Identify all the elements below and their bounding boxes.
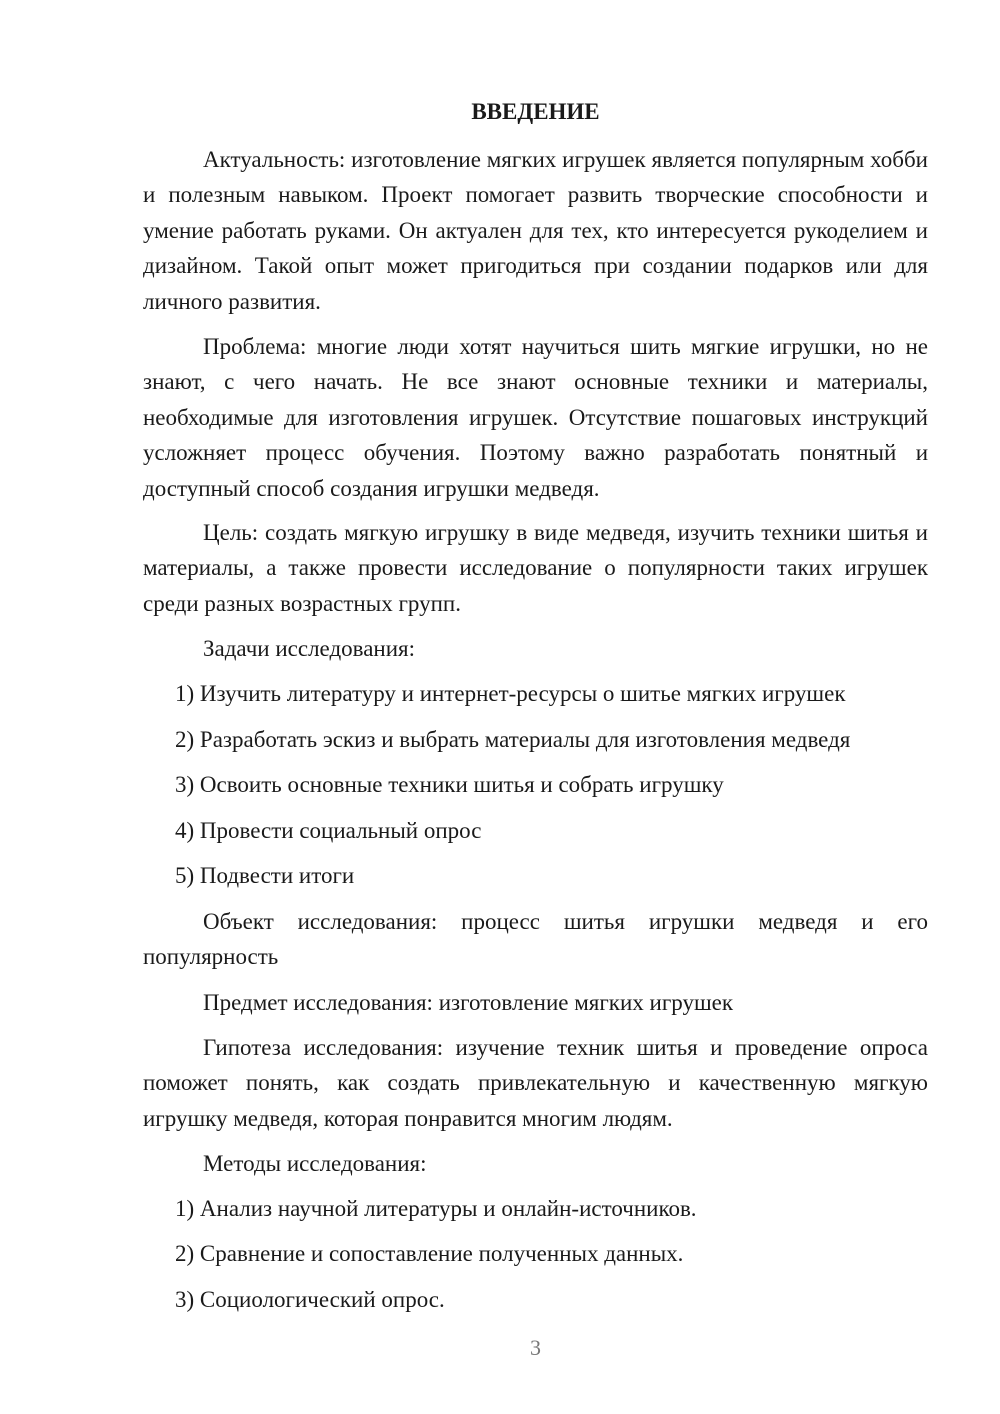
method-item-1: 1) Анализ научной литературы и онлайн-источников. <box>175 1196 697 1221</box>
methods-label: Методы исследования: <box>203 1151 427 1176</box>
subject-line: Предмет исследования: изготовление мягких игрушек <box>203 990 734 1015</box>
task-item-1: 1) Изучить литературу и интернет-ресурсы о шитье мягких игрушек <box>175 681 846 706</box>
task-item-2: 2) Разработать эскиз и выбрать материалы для изготовления медведя <box>175 727 851 752</box>
task-item-4: 4) Провести социальный опрос <box>175 818 482 843</box>
problem-paragraph: Проблема: многие люди хотят научиться шить мягкие игрушки, но не знают, с чего начать. Не все знают основные техники и материалы, необходимые для изготовления игрушек. Отсутствие пошаговых инструкций усложняет процесс обучения. Поэтому важно разработать понятный и доступный способ создания игрушки медведя. <box>143 334 928 501</box>
hypothesis-paragraph: Гипотеза исследования: изучение техник шитья и проведение опроса поможет понять, как создать привлекательную и качественную мягкую игрушку медведя, которая понравится многим людям. <box>143 1035 928 1131</box>
page-number: 3 <box>530 1335 541 1360</box>
task-item-5: 5) Подвести итоги <box>175 863 355 888</box>
page-title: ВВЕДЕНИЕ <box>471 99 600 124</box>
relevance-paragraph: Актуальность: изготовление мягких игрушек является популярным хобби и полезным навыком. Проект помогает развить творческие способности и умение работать руками. Он актуален для тех, кто интересуется рукоделием и дизайном. Такой опыт может пригодиться при создании подарков или для личного развития. <box>143 147 928 314</box>
tasks-label: Задачи исследования: <box>203 636 416 661</box>
task-item-3: 3) Освоить основные техники шитья и собрать игрушку <box>175 772 724 797</box>
goal-paragraph: Цель: создать мягкую игрушку в виде медведя, изучить техники шитья и материалы, а также провести исследование о популярности таких игрушек среди разных возрастных групп. <box>143 520 928 616</box>
object-paragraph: Объект исследования: процесс шитья игрушки медведя и его популярность <box>143 909 928 970</box>
method-item-3: 3) Социологический опрос. <box>175 1287 445 1312</box>
method-item-2: 2) Сравнение и сопоставление полученных данных. <box>175 1241 684 1266</box>
